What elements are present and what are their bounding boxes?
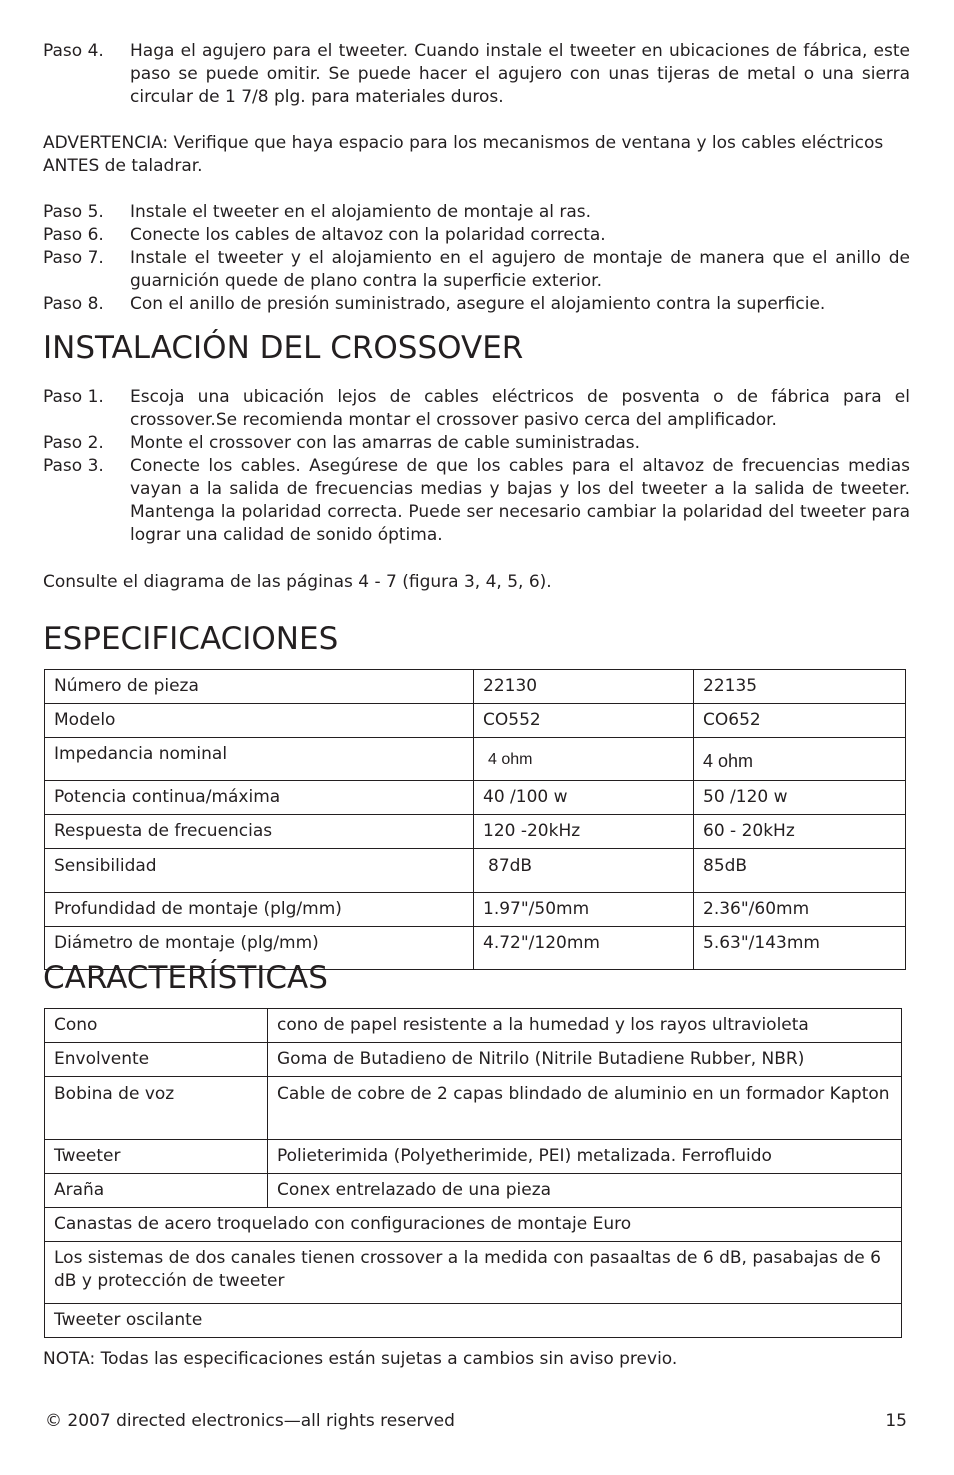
crossover-steps [43,386,910,547]
table-row [45,849,906,893]
step-text: Con el anillo de presión suministrado, asegure el alojamiento contra la superficie. [130,294,826,314]
features-heading: CARACTERÍSTICAS [43,960,328,996]
step-label: Paso 5. [43,202,104,222]
spec-value: 50 /120 w [694,781,906,815]
feature-label: Bobina de voz [45,1077,268,1140]
steps-list [43,201,910,316]
spec-label: Modelo [45,704,474,738]
step-item [43,455,910,547]
step-item [43,40,910,109]
spec-value: 22135 [694,670,906,704]
feature-label: Araña [45,1174,268,1208]
step-text: Instale el tweeter en el alojamiento de montaje al ras. [130,202,592,222]
spec-label: Potencia continua/máxima [45,781,474,815]
table-row [45,738,906,781]
features-table [44,1008,902,1338]
page-number: 15 [885,1411,907,1431]
table-row [45,1043,902,1077]
spec-label: Diámetro de montaje (plg/mm) [45,927,474,970]
step-label: Paso 6. [43,225,104,245]
step-text: Instale el tweeter y el alojamiento en el agujero de montaje de manera que el anillo de guarnición quede de plano contra la superficie exterior. [130,248,910,291]
spec-value: 87dB [474,849,694,893]
step-text: Monte el crossover con las amarras de cable suministradas. [130,433,641,453]
spec-label: Profundidad de montaje (plg/mm) [45,893,474,927]
feature-value: Goma de Butadieno de Nitrilo (Nitrile Butadiene Rubber, NBR) [268,1043,902,1077]
specs-table [44,669,906,970]
step-label: Paso 7. [43,248,104,268]
feature-value: cono de papel resistente a la humedad y los rayos ultravioleta [268,1009,902,1043]
spec-value: 5.63"/143mm [694,927,906,970]
diagram-reference: Consulte el diagrama de las páginas 4 - 7 (figura 3, 4, 5, 6). [43,572,552,592]
step-label: Paso 8. [43,294,104,314]
specs-heading: ESPECIFICACIONES [43,621,339,657]
intro-steps [43,40,910,109]
spec-value: 40 /100 w [474,781,694,815]
table-row [45,704,906,738]
feature-value: Cable de cobre de 2 capas blindado de aluminio en un formador Kapton [268,1077,902,1140]
spec-value: 2.36"/60mm [694,893,906,927]
spec-value: 4 ohm [474,738,694,781]
footer-copyright: © 2007 directed electronics—all rights reserved [45,1411,455,1431]
feature-full-row: Tweeter oscilante [45,1304,902,1338]
warning-text: ADVERTENCIA: Verifique que haya espacio para los mecanismos de ventana y los cables eléctricos ANTES de taladrar. [43,133,884,176]
feature-value: Polieterimida (Polyetherimide, PEI) metalizada. Ferrofluido [268,1140,902,1174]
spec-label: Número de pieza [45,670,474,704]
table-row [45,893,906,927]
spec-value: 22130 [474,670,694,704]
nota-text: NOTA: Todas las especificaciones están sujetas a cambios sin aviso previo. [43,1349,678,1369]
spec-label: Respuesta de frecuencias [45,815,474,849]
feature-label: Cono [45,1009,268,1043]
step-item [43,224,910,247]
spec-value: 85dB [694,849,906,893]
table-row [45,1174,902,1208]
step-item [43,293,910,316]
spec-value: 4.72"/120mm [474,927,694,970]
spec-value: 60 - 20kHz [694,815,906,849]
step-text: Escoja una ubicación lejos de cables eléctricos de posventa o de fábrica para el crossover.Se recomienda montar el crossover pasivo cerca del amplificador. [130,387,910,430]
step-item [43,201,910,224]
step-text: Haga el agujero para el tweeter. Cuando instale el tweeter en ubicaciones de fábrica, este paso se puede omitir. Se puede hacer el agujero con unas tijeras de metal o una sierra circular de 1 7/8 plg. para materiales duros. [130,41,910,107]
step-item [43,386,910,432]
step-label: Paso 1. [43,387,104,407]
feature-full-row: Los sistemas de dos canales tienen crossover a la medida con pasaaltas de 6 dB, pasabajas de 6 dB y protección de tweeter [45,1242,902,1304]
spec-label: Sensibilidad [45,849,474,893]
spec-value: 120 -20kHz [474,815,694,849]
feature-full-row: Canastas de acero troquelado con configuraciones de montaje Euro [45,1208,902,1242]
table-row [45,1140,902,1174]
spec-value: CO552 [474,704,694,738]
feature-value: Conex entrelazado de una pieza [268,1174,902,1208]
table-row [45,1009,902,1043]
step-label: Paso 2. [43,433,104,453]
table-row [45,1304,902,1338]
feature-label: Tweeter [45,1140,268,1174]
spec-label: Impedancia nominal [45,738,474,781]
crossover-heading: INSTALACIÓN DEL CROSSOVER [43,330,524,366]
step-item [43,432,910,455]
table-row [45,815,906,849]
spec-value: 4 ohm [694,738,906,781]
step-label: Paso 3. [43,456,104,476]
table-row [45,781,906,815]
spec-value: CO652 [694,704,906,738]
table-row [45,670,906,704]
step-label: Paso 4. [43,41,104,61]
table-row [45,1077,902,1140]
feature-label: Envolvente [45,1043,268,1077]
spec-value: 1.97"/50mm [474,893,694,927]
step-text: Conecte los cables. Asegúrese de que los cables para el altavoz de frecuencias medias vayan a la salida de frecuencias medias y bajas y los del tweeter a la salida de tweeter. Mantenga la polaridad correcta. Puede ser necesario cambiar la polaridad del tweeter para lograr una calidad de sonido óptima. [130,456,910,545]
step-text: Conecte los cables de altavoz con la polaridad correcta. [130,225,606,245]
step-item [43,247,910,293]
table-row [45,1208,902,1242]
table-row [45,1242,902,1304]
